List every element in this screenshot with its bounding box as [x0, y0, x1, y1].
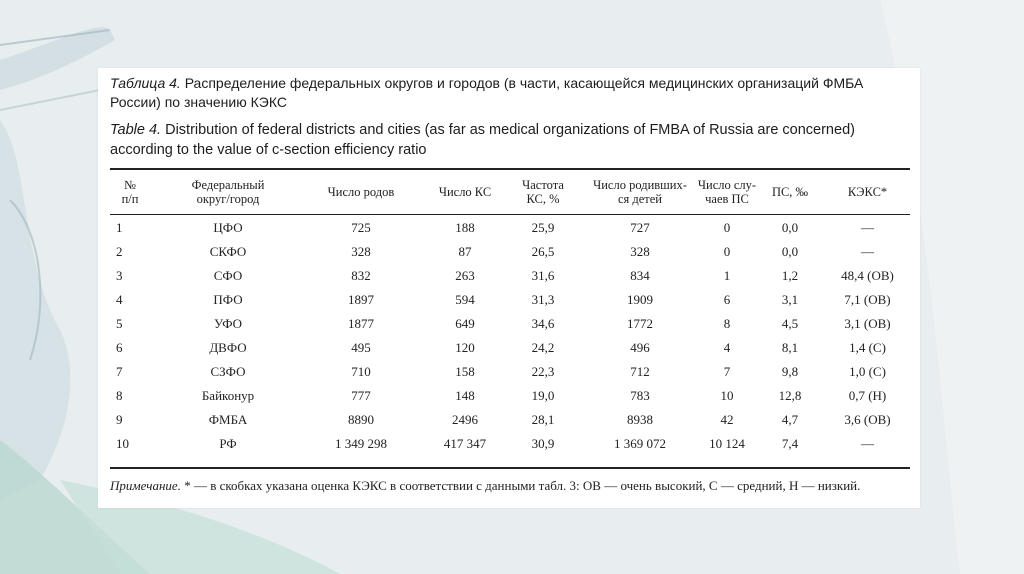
header-cell: ПС, ‰ [771, 185, 809, 199]
table-cell: 7,4 [781, 436, 799, 451]
table-cell: 1,0 (С) [849, 364, 886, 379]
table-cell: 8 [116, 388, 123, 403]
table-cell: 1 [723, 268, 731, 283]
table-cell: 3,1 (ОВ) [844, 316, 891, 331]
table-cell: 1897 [348, 292, 374, 307]
header-cell: КЭКС* [847, 185, 888, 199]
table-cell: 6 [723, 292, 731, 307]
table-cell: 1 369 072 [614, 436, 666, 451]
table-header [110, 172, 910, 212]
table-cell: 417 347 [443, 436, 487, 451]
table-cell: 1 349 298 [335, 436, 387, 451]
table-cell: 1772 [627, 316, 653, 331]
table-cell: 0 [723, 244, 731, 259]
table-cell: 0,7 (Н) [848, 388, 887, 403]
table-cell: 1909 [627, 292, 653, 307]
table-cell: 783 [630, 388, 650, 403]
table-cell: РФ [219, 436, 237, 451]
table-cell: 7 [116, 364, 123, 379]
table-cell: 1 [116, 220, 123, 235]
table-cell: 6 [116, 340, 123, 355]
table-cell: 31,6 [531, 268, 555, 283]
table-cell: ДВФО [209, 340, 247, 355]
table-cell: 10 [720, 388, 734, 403]
table-cell: 0,0 [781, 244, 799, 259]
table-header-rule [110, 214, 910, 215]
table-cell: 8 [723, 316, 731, 331]
table-cell: 712 [630, 364, 650, 379]
table-cell: 1,2 [781, 268, 799, 283]
table-cell: 8,1 [781, 340, 799, 355]
table-cell: 328 [351, 244, 371, 259]
table-row [110, 432, 910, 456]
table-row [110, 408, 910, 432]
table-cell: 42 [720, 412, 734, 427]
header-cell: № п/п [121, 178, 139, 206]
table-cell: 3,1 [781, 292, 799, 307]
table-cell: 710 [351, 364, 371, 379]
table-cell: 188 [455, 220, 475, 235]
table-cell: 5 [116, 316, 123, 331]
caption-ru-text: Распределение федеральных округов и городов (в части, касающейся медицинских организаций ФМБА России) по значению КЭКС [110, 75, 864, 110]
table-row [110, 216, 910, 240]
table-cell: 9,8 [781, 364, 799, 379]
caption-en-label: Table 4. [110, 122, 162, 138]
table-cell: 727 [630, 220, 650, 235]
table-cell: ПФО [213, 292, 243, 307]
table-cell: УФО [213, 316, 243, 331]
table-figure [98, 68, 920, 508]
table-note-label: Примечание. [110, 478, 181, 493]
table-cell: 2496 [452, 412, 478, 427]
table-row [110, 360, 910, 384]
table-cell: 2 [116, 244, 123, 259]
table-cell: 24,2 [531, 340, 555, 355]
table-note-text: * — в скобках указана оценка КЭКС в соответствии с данными табл. 3: ОВ — очень высокий, С — средний, Н — низкий. [184, 478, 861, 493]
table-cell: 4,5 [781, 316, 799, 331]
table-cell: 22,3 [531, 364, 555, 379]
table-cell: 28,1 [531, 412, 555, 427]
caption-ru-label: Таблица 4. [110, 75, 181, 91]
table-cell: 19,0 [531, 388, 555, 403]
caption-en-text: Distribution of federal districts and cities (as far as medical organizations of FMBA of Russia are concerned) according to the value of c-section efficiency ratio [110, 122, 855, 158]
table-cell: СЗФО [210, 364, 246, 379]
caption-en [110, 120, 910, 160]
table-top-rule [110, 168, 910, 170]
table-cell: 1877 [348, 316, 374, 331]
table-note [110, 478, 920, 494]
table-cell: 10 [116, 436, 129, 451]
table-cell: 263 [455, 268, 475, 283]
header-cell: Число родов [327, 185, 395, 199]
table-cell: 48,4 (ОВ) [841, 268, 894, 283]
table-cell: — [861, 244, 874, 259]
table-cell: 12,8 [778, 388, 802, 403]
table-cell: 120 [455, 340, 475, 355]
table-cell: 8890 [348, 412, 374, 427]
table-cell: 834 [630, 268, 650, 283]
table-cell: 31,3 [531, 292, 555, 307]
table-cell: 4,7 [781, 412, 799, 427]
table-cell: 3 [116, 268, 123, 283]
table-cell: 9 [116, 412, 123, 427]
table-cell: 777 [351, 388, 371, 403]
table-cell: 649 [455, 316, 475, 331]
table-row [110, 336, 910, 360]
table-cell: 832 [351, 268, 371, 283]
header-cell: Число слу- чаев ПС [697, 178, 757, 206]
table-cell: 158 [455, 364, 475, 379]
table-cell: СФО [213, 268, 243, 283]
table-cell: ЦФО [213, 220, 243, 235]
table-cell: 10 124 [709, 436, 745, 451]
table-cell: 495 [351, 340, 371, 355]
table-cell: 0 [723, 220, 731, 235]
table-cell: 7,1 (ОВ) [844, 292, 891, 307]
table-cell: 4 [116, 292, 123, 307]
header-cell: Федеральный округ/город [191, 178, 265, 206]
table-cell: 1,4 (С) [849, 340, 886, 355]
table-cell: 26,5 [531, 244, 555, 259]
table-cell: Байконур [201, 388, 255, 403]
caption-ru [110, 74, 910, 112]
table-cell: — [861, 436, 874, 451]
table-row [110, 288, 910, 312]
table-cell: 594 [455, 292, 475, 307]
table-cell: 30,9 [531, 436, 555, 451]
header-cell: Число родивших- ся детей [593, 178, 687, 206]
table-cell: 8938 [627, 412, 653, 427]
table-cell: 148 [455, 388, 475, 403]
header-cell: Частота КС, % [522, 178, 564, 206]
table-bottom-rule [110, 467, 910, 469]
table-row [110, 240, 910, 264]
table-cell: 328 [630, 244, 650, 259]
table-cell: — [861, 220, 874, 235]
table-cell: 7 [723, 364, 731, 379]
header-cell: Число КС [438, 185, 492, 199]
table-cell: 725 [351, 220, 371, 235]
table-cell: 3,6 (ОВ) [844, 412, 891, 427]
table-cell: 25,9 [531, 220, 555, 235]
table-cell: 34,6 [531, 316, 555, 331]
table-cell: 4 [723, 340, 731, 355]
table-row [110, 384, 910, 408]
table-row [110, 264, 910, 288]
table-cell: ФМБА [208, 412, 248, 427]
table-cell: 87 [458, 244, 472, 259]
table-row [110, 312, 910, 336]
table-cell: 0,0 [781, 220, 799, 235]
table-cell: СКФО [209, 244, 247, 259]
table-cell: 496 [630, 340, 650, 355]
